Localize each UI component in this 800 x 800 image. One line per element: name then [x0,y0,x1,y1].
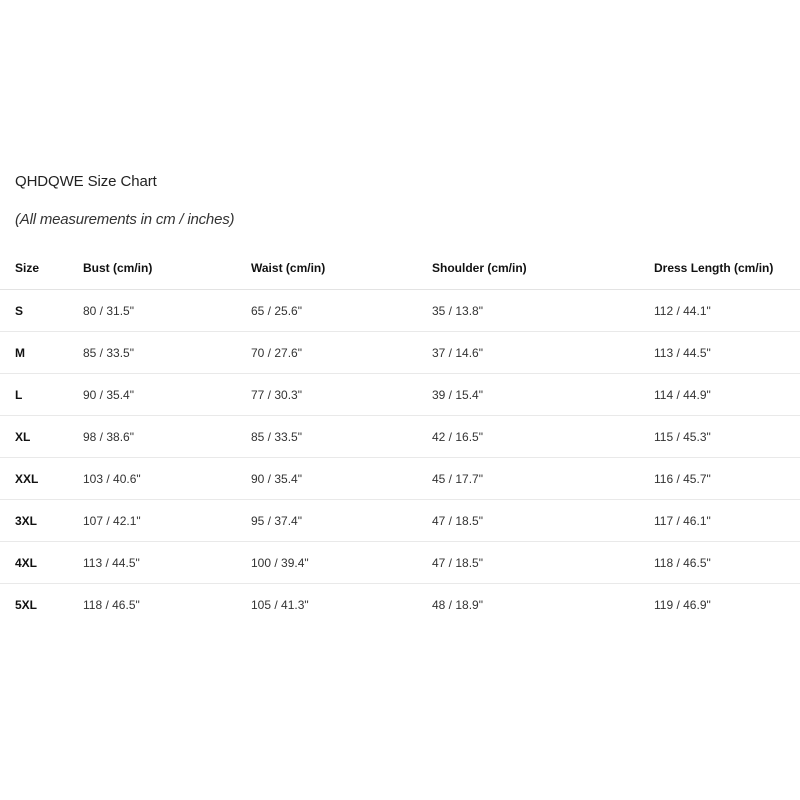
table-row [0,458,800,500]
shoulder-cell: 47 / 18.5" [432,500,654,542]
header-bust: Bust (cm/in) [83,247,251,290]
size-cell: 3XL [0,500,83,542]
shoulder-cell: 47 / 18.5" [432,542,654,584]
shoulder-cell: 37 / 14.6" [432,332,654,374]
header-row [0,247,800,290]
shoulder-cell: 39 / 15.4" [432,374,654,416]
bust-cell: 85 / 33.5" [83,332,251,374]
waist-cell: 77 / 30.3" [251,374,432,416]
waist-cell: 65 / 25.6" [251,290,432,332]
table-row [0,542,800,584]
table-row [0,416,800,458]
waist-cell: 85 / 33.5" [251,416,432,458]
bust-cell: 103 / 40.6" [83,458,251,500]
bust-cell: 80 / 31.5" [83,290,251,332]
size-cell: XL [0,416,83,458]
dress-length-cell: 113 / 44.5" [654,332,800,374]
dress-length-cell: 116 / 45.7" [654,458,800,500]
header-size: Size [0,247,83,290]
dress-length-cell: 115 / 45.3" [654,416,800,458]
size-cell: 4XL [0,542,83,584]
dress-length-cell: 117 / 46.1" [654,500,800,542]
dress-length-cell: 118 / 46.5" [654,542,800,584]
table-header [0,247,800,290]
table-row [0,290,800,332]
table-row [0,374,800,416]
shoulder-cell: 35 / 13.8" [432,290,654,332]
bust-cell: 113 / 44.5" [83,542,251,584]
shoulder-cell: 45 / 17.7" [432,458,654,500]
measurement-note: (All measurements in cm / inches) [15,211,235,228]
size-cell: 5XL [15,597,38,612]
table-row [0,332,800,374]
size-chart-table [0,247,800,625]
header-waist: Waist (cm/in) [251,247,432,290]
dress-length-cell: 114 / 44.9" [654,374,800,416]
table-row [0,584,800,626]
dress-length-cell: 112 / 44.1" [654,290,800,332]
header-dress-length: Dress Length (cm/in) [654,247,800,290]
page-title: QHDQWE Size Chart [15,173,157,190]
bust-cell: 98 / 38.6" [83,416,251,458]
waist-cell: 105 / 41.3" [251,597,309,612]
table-body [0,290,800,626]
header-shoulder: Shoulder (cm/in) [432,247,654,290]
waist-cell: 70 / 27.6" [251,332,432,374]
dress-length-cell: 119 / 46.9" [654,597,711,612]
size-cell: L [0,374,83,416]
bust-cell: 107 / 42.1" [83,500,251,542]
size-cell: XXL [0,458,83,500]
bust-cell: 118 / 46.5" [83,597,140,612]
waist-cell: 100 / 39.4" [251,542,432,584]
waist-cell: 95 / 37.4" [251,500,432,542]
bust-cell: 90 / 35.4" [83,374,251,416]
shoulder-cell: 48 / 18.9" [432,597,483,612]
shoulder-cell: 42 / 16.5" [432,416,654,458]
table-row [0,500,800,542]
size-cell: S [0,290,83,332]
size-cell: M [0,332,83,374]
waist-cell: 90 / 35.4" [251,458,432,500]
